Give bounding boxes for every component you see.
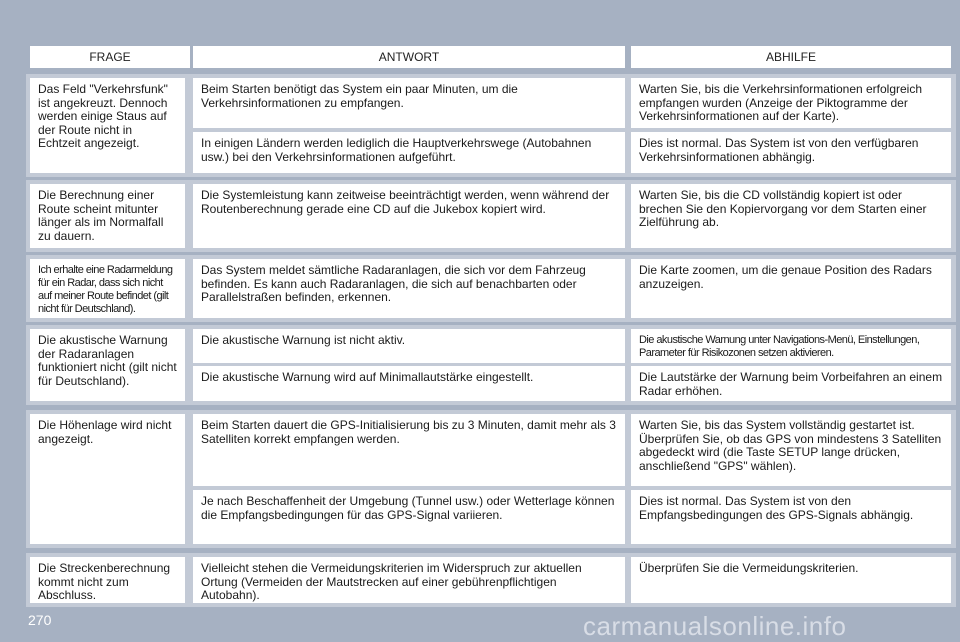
antwort-cell: Vielleicht stehen die Vermeidungskriterien im Widerspruch zur aktuellen Ortung (Vermeiden der Mautstrecken auf einer gebührenpflichtigen Autobahn). xyxy=(193,557,625,603)
abhilfe-cell: Dies ist normal. Das System ist von den verfügbaren Verkehrsinformationen abhängig. xyxy=(631,132,951,173)
frage-cell: Die Streckenberechnung kommt nicht zum Abschluss. xyxy=(30,557,185,603)
antwort-cell: Die akustische Warnung wird auf Minimallautstärke eingestellt. xyxy=(193,366,625,401)
page-number: 270 xyxy=(28,612,52,628)
abhilfe-cell: Warten Sie, bis die Verkehrsinformationen erfolgreich empfangen wurden (Anzeige der Piktogramme der Verkehrsinformationen auf der Karte). xyxy=(631,78,951,128)
antwort-cell: Die akustische Warnung ist nicht aktiv. xyxy=(193,329,625,363)
frage-cell: Die Berechnung einer Route scheint mitunter länger als im Normalfall zu dauern. xyxy=(30,184,185,248)
frage-cell: Die akustische Warnung der Radaranlagen funktioniert nicht (gilt nicht für Deutschland). xyxy=(30,329,185,401)
abhilfe-cell: Die Karte zoomen, um die genaue Position des Radars anzuzeigen. xyxy=(631,259,951,318)
frage-cell: Die Höhenlage wird nicht angezeigt. xyxy=(30,414,185,544)
header-antwort: ANTWORT xyxy=(193,46,625,68)
abhilfe-cell: Dies ist normal. Das System ist von den Empfangsbedingungen des GPS-Signals abhängig. xyxy=(631,490,951,544)
abhilfe-cell: Überprüfen Sie die Vermeidungskriterien. xyxy=(631,557,951,603)
header-abhilfe: ABHILFE xyxy=(631,46,951,68)
antwort-cell: Beim Starten dauert die GPS-Initialisierung bis zu 3 Minuten, damit mehr als 3 Satelliten korrekt empfangen werden. xyxy=(193,414,625,486)
frage-cell: Das Feld "Verkehrsfunk" ist angekreuzt. Dennoch werden einige Staus auf der Route nicht in Echtzeit angezeigt. xyxy=(30,78,185,173)
antwort-cell: Das System meldet sämtliche Radaranlagen, die sich vor dem Fahrzeug befinden. Es kann auch Radaranlagen, die sich auf benachbarten oder Parallelstraßen befinden, erkennen. xyxy=(193,259,625,318)
antwort-cell: Beim Starten benötigt das System ein paar Minuten, um die Verkehrsinformationen zu empfangen. xyxy=(193,78,625,128)
watermark: carmanualsonline.info xyxy=(583,611,847,641)
abhilfe-cell: Die Lautstärke der Warnung beim Vorbeifahren an einem Radar erhöhen. xyxy=(631,366,951,401)
antwort-cell: In einigen Ländern werden lediglich die Hauptverkehrswege (Autobahnen usw.) bei den Verkehrsinformationen aufgeführt. xyxy=(193,132,625,173)
antwort-cell: Die Systemleistung kann zeitweise beeinträchtigt werden, wenn während der Routenberechnung gerade eine CD auf die Jukebox kopiert wird. xyxy=(193,184,625,248)
abhilfe-cell: Die akustische Warnung unter Navigations-Menü, Einstellungen, Parameter für Risikozonen setzen aktivieren. xyxy=(631,329,951,363)
abhilfe-cell: Warten Sie, bis die CD vollständig kopiert ist oder brechen Sie den Kopiervorgang vor dem Starten einer Zielführung ab. xyxy=(631,184,951,248)
frage-cell: Ich erhalte eine Radarmeldung für ein Radar, dass sich nicht auf meiner Route befindet (gilt nicht für Deutschland). xyxy=(30,259,185,318)
header-frage: FRAGE xyxy=(30,46,190,68)
antwort-cell: Je nach Beschaffenheit der Umgebung (Tunnel usw.) oder Wetterlage können die Empfangsbedingungen für das GPS-Signal variieren. xyxy=(193,490,625,544)
abhilfe-cell: Warten Sie, bis das System vollständig gestartet ist. Überprüfen Sie, ob das GPS von mindestens 3 Satelliten abgedeckt wird (die Taste SETUP lange drücken, anschließend "GPS" wählen). xyxy=(631,414,951,486)
